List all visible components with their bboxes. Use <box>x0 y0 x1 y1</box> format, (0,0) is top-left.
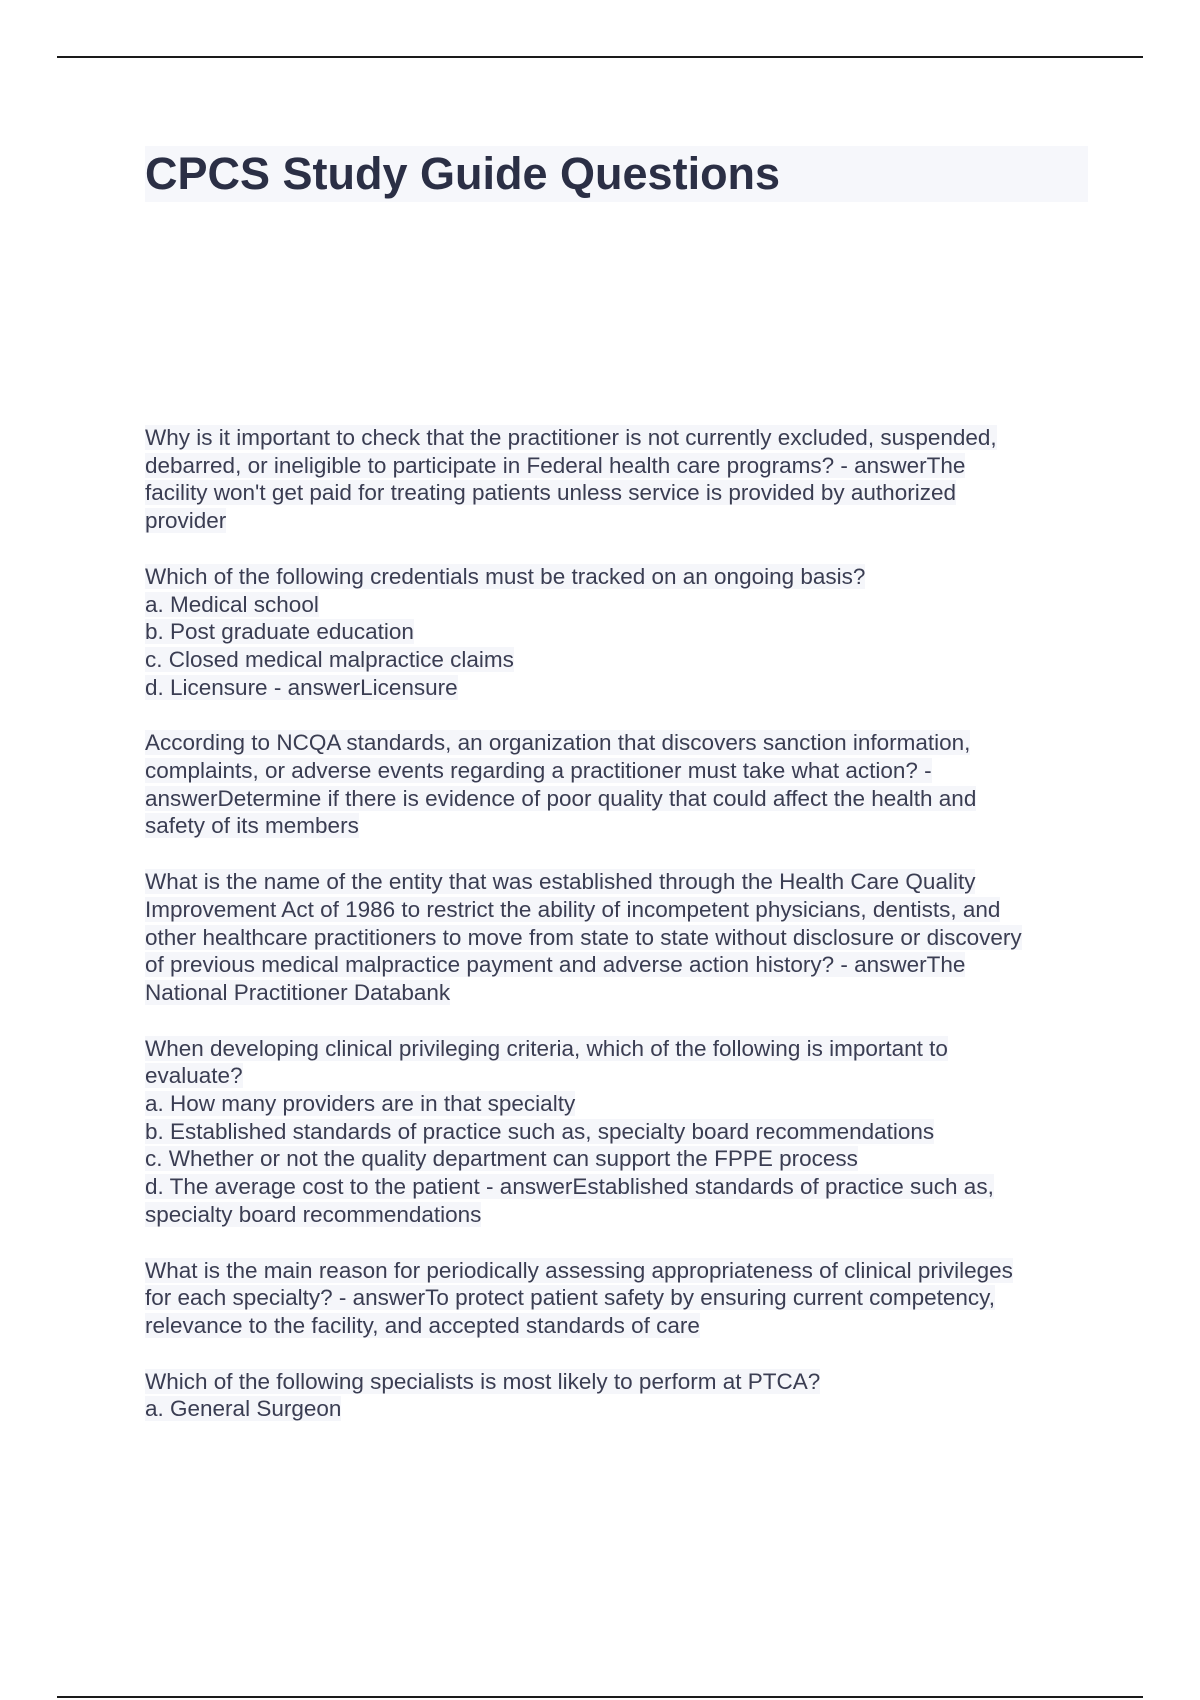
question-line <box>145 1368 1095 1396</box>
question-block <box>145 424 1095 535</box>
question-line <box>145 1201 1095 1229</box>
question-line-text: d. The average cost to the patient - answerEstablished standards of practice such as, <box>145 1174 994 1200</box>
question-line-text: c. Closed medical malpractice claims <box>145 646 514 672</box>
question-block <box>145 1368 1095 1423</box>
page-title: CPCS Study Guide Questions <box>145 148 781 199</box>
question-line-text: Which of the following credentials must be tracked on an ongoing basis? <box>145 563 866 589</box>
question-line-text: Which of the following specialists is most likely to perform at PTCA? <box>145 1368 821 1394</box>
question-line <box>145 1284 1095 1312</box>
question-line <box>145 979 1095 1007</box>
question-line-text: Why is it important to check that the practitioner is not currently excluded, suspended, <box>145 425 997 450</box>
question-block <box>145 563 1095 702</box>
question-line-text: other healthcare practitioners to move from state to state without disclosure or discovery <box>145 924 1022 950</box>
question-line <box>145 1062 1095 1090</box>
question-block <box>145 729 1095 840</box>
question-line <box>145 757 1095 785</box>
question-line-text: a. Medical school <box>145 591 319 617</box>
question-line <box>145 646 1095 674</box>
question-line-text: a. General Surgeon <box>145 1396 342 1422</box>
question-block <box>145 868 1095 1007</box>
question-line-text: b. Established standards of practice such as, specialty board recommendations <box>145 1118 935 1144</box>
question-line <box>145 618 1095 646</box>
question-line <box>145 507 1095 535</box>
question-line-text: of previous medical malpractice payment and adverse action history? - answerThe <box>145 952 966 978</box>
question-line-text: When developing clinical privileging criteria, which of the following is important to <box>145 1035 948 1061</box>
question-line <box>145 896 1095 924</box>
question-line-text: complaints, or adverse events regarding a practitioner must take what action? - <box>145 758 932 784</box>
question-line-text: evaluate? <box>145 1063 243 1089</box>
question-line <box>145 1035 1095 1063</box>
question-line-text: What is the name of the entity that was established through the Health Care Quality <box>145 869 976 895</box>
question-line-text: debarred, or ineligible to participate in Federal health care programs? - answerThe <box>145 452 966 478</box>
question-line <box>145 563 1095 591</box>
question-line <box>145 1312 1095 1340</box>
question-line <box>145 785 1095 813</box>
question-block <box>145 1035 1095 1229</box>
question-line <box>145 452 1095 480</box>
question-line <box>145 479 1095 507</box>
question-line <box>145 868 1095 896</box>
bottom-rule <box>57 1696 1143 1698</box>
question-line-text: safety of its members <box>145 813 359 839</box>
question-line <box>145 924 1095 952</box>
question-line-text: facility won't get paid for treating patients unless service is provided by authorized <box>145 480 956 506</box>
question-line <box>145 951 1095 979</box>
question-line <box>145 1145 1095 1173</box>
question-line-text: What is the main reason for periodically assessing appropriateness of clinical privileges <box>145 1257 1013 1283</box>
question-line-text: a. How many providers are in that specialty <box>145 1091 576 1117</box>
question-line-text: answerDetermine if there is evidence of poor quality that could affect the health and <box>145 785 977 811</box>
question-line-text: specialty board recommendations <box>145 1201 482 1227</box>
question-list <box>145 424 1095 1451</box>
question-line <box>145 1118 1095 1146</box>
question-line-text: provider <box>145 508 227 534</box>
question-line-text: d. Licensure - answerLicensure <box>145 674 458 700</box>
question-line <box>145 424 1095 452</box>
question-line-text: National Practitioner Databank <box>145 979 451 1005</box>
question-line-text: Improvement Act of 1986 to restrict the ability of incompetent physicians, dentists, and <box>145 896 1001 922</box>
question-line-text: relevance to the facility, and accepted standards of care <box>145 1312 700 1338</box>
question-line <box>145 1395 1095 1423</box>
question-block <box>145 1257 1095 1340</box>
top-rule <box>57 56 1143 58</box>
question-line-text: c. Whether or not the quality department can support the FPPE process <box>145 1146 858 1172</box>
question-line <box>145 729 1095 757</box>
question-line-text: b. Post graduate education <box>145 619 414 645</box>
question-line <box>145 591 1095 619</box>
question-line-text: for each specialty? - answerTo protect patient safety by ensuring current competency, <box>145 1285 996 1311</box>
question-line <box>145 1090 1095 1118</box>
question-line <box>145 1257 1095 1285</box>
question-line <box>145 812 1095 840</box>
question-line <box>145 674 1095 702</box>
question-line-text: According to NCQA standards, an organization that discovers sanction information, <box>145 730 971 756</box>
question-line <box>145 1173 1095 1201</box>
